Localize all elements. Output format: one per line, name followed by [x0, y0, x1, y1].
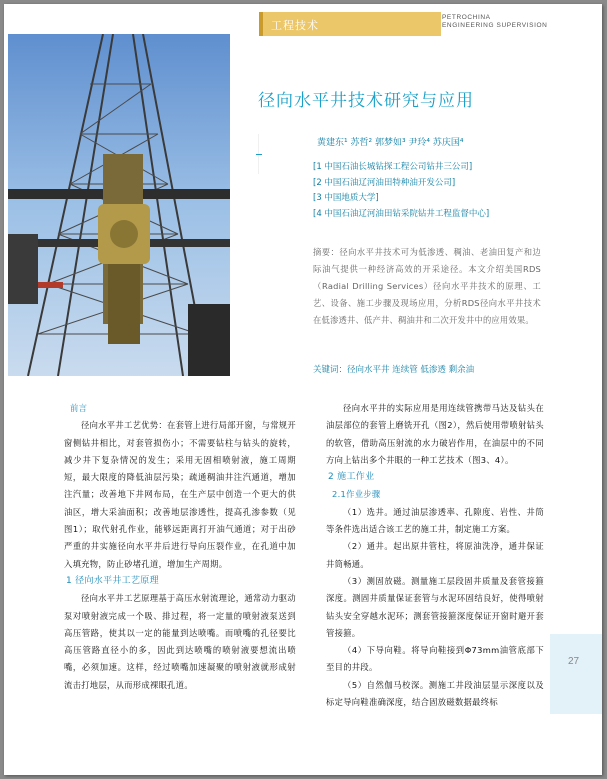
step-item: （1）选井。通过油层渗透率、孔隙度、岩性、井筒等条件选出适合该工艺的施工井，制定施工方案。 — [326, 506, 544, 535]
journal-name-en: PETROCHINA ENGINEERING SUPERVISION — [442, 14, 548, 29]
heading-section-2-1: 2.1作业步骤 — [332, 489, 381, 500]
page-edge-tab — [550, 634, 602, 714]
body-column-left — [64, 400, 296, 694]
abstract: 摘要：径向水平井技术可为低渗透、稠油、老油田复产和边际油气提供一种经济高效的开采途径。本文介绍美国RDS（Radial Drilling Services）径向水平井技术的原理、工艺、设备、施工步骤及现场应用，分析RDS径向水平井技术在低渗透井、低产井、稠油井和二次开发井中的应用效果。 — [313, 247, 541, 325]
author-list: 黄建东¹ 苏哲² 郭梦如³ 尹玲⁴ 苏庆国⁴ — [317, 138, 464, 148]
step-item: （4）下导向鞋。将导向鞋接到Φ73mm油管底部下至目的井段。 — [326, 645, 544, 673]
section-label: 工程技术 — [271, 19, 319, 32]
heading-section-1: 1 径向水平井工艺原理 — [66, 575, 159, 586]
paragraph: 径向水平井工艺优势：在套管上进行局部开窗，与常规开窗侧钻井相比，对套管损伤小；不需要钻柱与钻头的旋转，减少井下复杂情况的发生；采用无固相喷射液，施工周期短，最大限度的降低油层污染；疏通稠油井注汽通道，增加注汽量；改善地下井网布局，在生产层中创造一个更大的供油区，增大采油面积；改善地层渗透性，提高孔渗参数（见图1）；取代射孔作业，能够远距离打开油气通道；对于出砂严重的井实施径向水平井后进行导向压裂作业，在孔道中加入填充物，防止砂堵孔道，增加生产周期。 — [64, 420, 296, 569]
decor-tick — [256, 154, 262, 155]
affiliation-item: [4 中国石油辽河油田钻采院钻井工程监督中心] — [313, 208, 490, 219]
keywords: 关键词：径向水平井 连续管 低渗透 剩余油 — [313, 365, 475, 375]
step-item: （3）测固放磁。测量施工层段固井质量及套管接箍深度。测固井质量保证套管与水泥环固结良好，使得喷射钻头安全穿越水泥环；测套管接箍深度保证开窗时避开套管接箍。 — [326, 575, 544, 638]
paragraph: 径向水平井的实际应用是用连续管携带马达及钻头在油层部位的套管上磨铣开孔（图2），然后使用带喷射钻头的软管，借助高压射流的水力破岩作用，在油层中的不同方向上钻出多个井眼的一种工艺技术（图3、4）。 — [326, 403, 544, 465]
drilling-rig-photo — [8, 34, 230, 376]
heading-preface: 前言 — [70, 403, 88, 413]
affiliation-list — [313, 160, 489, 222]
body-column-right — [326, 400, 544, 711]
article-title: 径向水平井技术研究与应用 — [258, 91, 474, 111]
affiliation-item: [3 中国地质大学] — [313, 193, 379, 203]
paragraph: 径向水平井工艺原理基于高压水射流理论，通常动力驱动泵对喷射液完成一个吸、排过程，将一定量的喷射液泵送到高压管路，使其以一定的能量到达喷嘴。而喷嘴的孔径要比高压管路直径小的多，因此到达喷嘴的喷射液要想流出喷嘴，必须加速。这样，经过喷嘴加速凝聚的喷射液就形成射流击打地层，从而形成裸眼孔道。 — [64, 593, 296, 690]
page-number: 27 — [568, 656, 580, 667]
section-label-bar — [259, 12, 441, 36]
affiliation-item: [1 中国石油长城钻探工程公司钻井三公司] — [313, 162, 473, 172]
magazine-page — [4, 4, 602, 775]
heading-section-2: 2 施工作业 — [328, 472, 375, 483]
step-item: （5）自然伽马校深。测施工井段油层显示深度以及标定导向鞋准确深度，结合固放磁数据最终标 — [326, 679, 544, 708]
drilling-rig-photo-art — [8, 34, 230, 376]
step-item: （2）通井。起出原井管柱，将原油洗净，通井保证井筒畅通。 — [326, 541, 544, 569]
affiliation-item: [2 中国石油辽河油田特种油开发公司] — [313, 177, 456, 188]
